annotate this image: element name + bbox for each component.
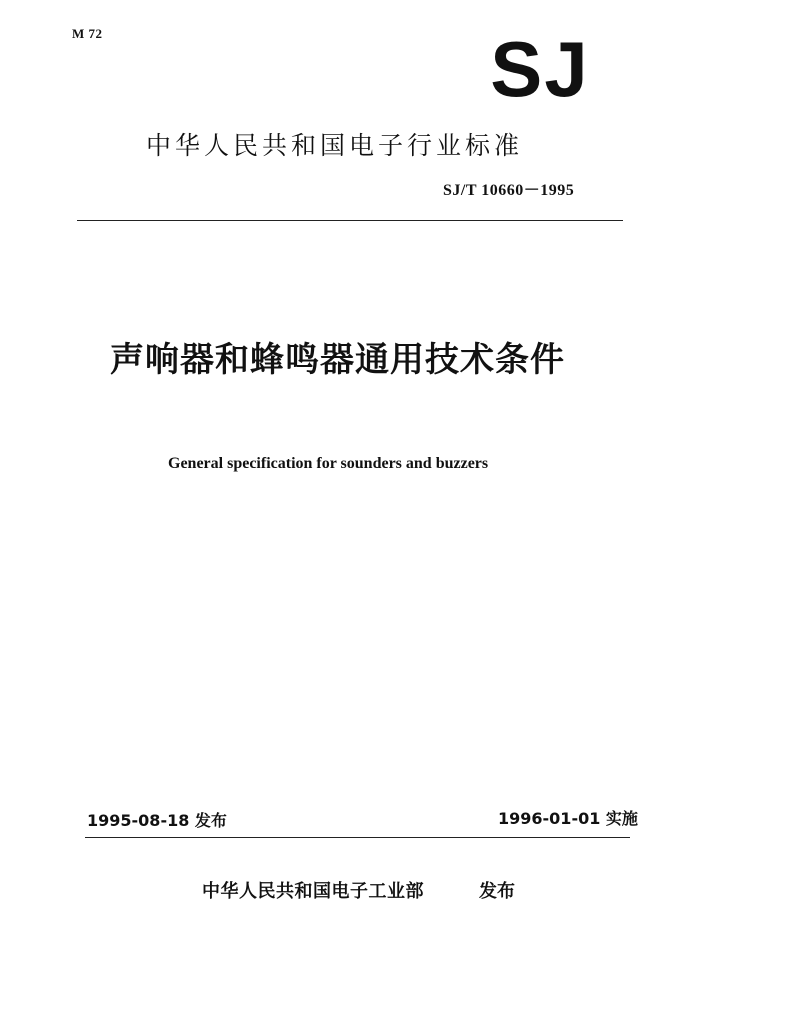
header-divider	[77, 220, 623, 221]
effective-date: 1996-01-01 实施	[498, 809, 638, 828]
publisher-name: 中华人民共和国电子工业部	[202, 881, 424, 902]
sj-logo	[470, 36, 610, 100]
issuer-title: 中华人民共和国电子行业标准	[146, 131, 524, 160]
publisher-action: 发布	[479, 881, 515, 902]
issue-date: 1995-08-18 发布	[87, 811, 227, 830]
footer-divider	[85, 837, 630, 838]
standard-number: SJ/T 10660－1995	[443, 182, 575, 199]
document-title-english: General specification for sounders and buzzers	[168, 455, 489, 472]
document-title-chinese: 声响器和蜂鸣器通用技术条件	[110, 340, 565, 380]
sj-logo-text: SJ	[490, 36, 590, 100]
classification-code: M 72	[72, 26, 103, 41]
